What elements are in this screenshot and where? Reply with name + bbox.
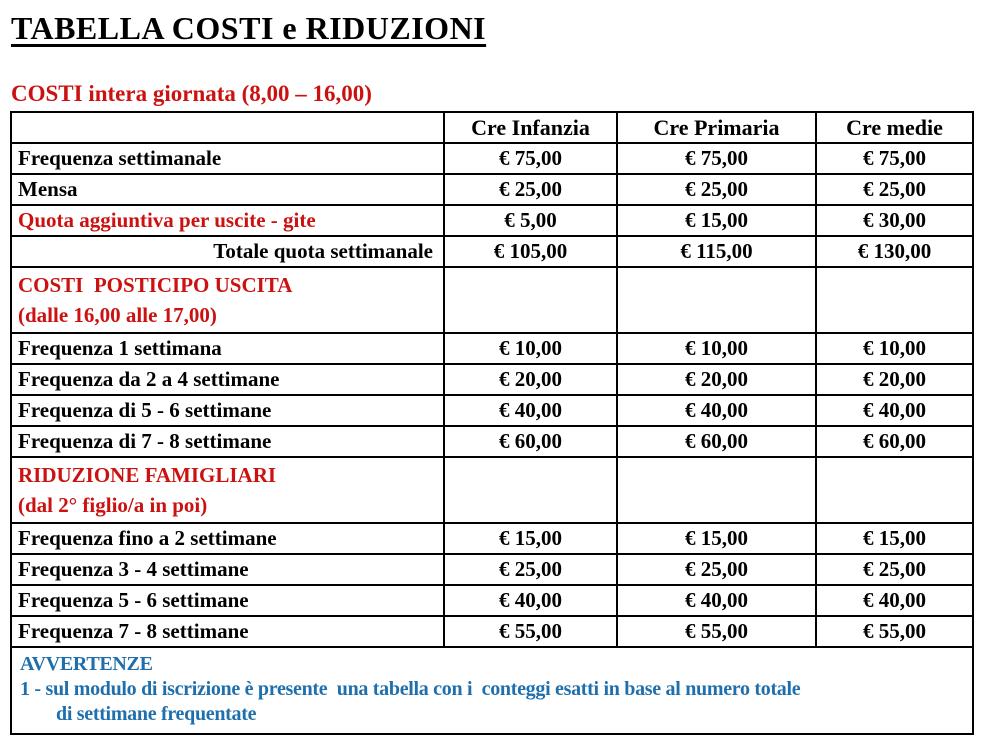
- price-cell: € 40,00: [816, 585, 973, 616]
- price-cell: € 15,00: [444, 523, 617, 554]
- row-label: Frequenza di 7 - 8 settimane: [11, 426, 444, 457]
- table-row: [11, 333, 973, 364]
- price-cell: € 55,00: [816, 616, 973, 647]
- price-cell: € 25,00: [617, 554, 816, 585]
- price-cell: € 10,00: [617, 333, 816, 364]
- price-cell: [617, 267, 816, 333]
- price-cell: € 40,00: [816, 395, 973, 426]
- price-cell: € 5,00: [444, 205, 617, 236]
- row-label: Quota aggiuntiva per uscite - gite: [11, 205, 444, 236]
- section-label: [11, 267, 444, 333]
- price-cell: [816, 457, 973, 523]
- price-cell: € 20,00: [816, 364, 973, 395]
- row-label: Frequenza fino a 2 settimane: [11, 523, 444, 554]
- table-section-row: [11, 267, 973, 333]
- table-row: [11, 364, 973, 395]
- row-label: Mensa: [11, 174, 444, 205]
- price-cell: [444, 267, 617, 333]
- price-cell: € 25,00: [816, 174, 973, 205]
- table-row: [11, 395, 973, 426]
- avvertenze-cell: [11, 647, 973, 734]
- header-cre-infanzia: Cre Infanzia: [444, 112, 617, 143]
- section-label: [11, 457, 444, 523]
- row-label: Frequenza di 5 - 6 settimane: [11, 395, 444, 426]
- price-cell: € 25,00: [816, 554, 973, 585]
- table-body: [11, 143, 973, 647]
- section-subtitle-line: (dalle 16,00 alle 17,00): [18, 303, 217, 327]
- table-row: [11, 205, 973, 236]
- table-section-row: [11, 457, 973, 523]
- price-cell: € 40,00: [617, 395, 816, 426]
- price-cell: € 20,00: [617, 364, 816, 395]
- row-label: Frequenza 1 settimana: [11, 333, 444, 364]
- price-cell: € 105,00: [444, 236, 617, 267]
- row-label: Frequenza 5 - 6 settimane: [11, 585, 444, 616]
- costs-table: [10, 111, 974, 735]
- price-cell: € 10,00: [444, 333, 617, 364]
- price-cell: € 15,00: [816, 523, 973, 554]
- price-cell: [444, 457, 617, 523]
- price-cell: € 25,00: [444, 174, 617, 205]
- header-cre-medie: Cre medie: [816, 112, 973, 143]
- row-label: Frequenza 3 - 4 settimane: [11, 554, 444, 585]
- price-cell: € 25,00: [617, 174, 816, 205]
- price-cell: € 75,00: [444, 143, 617, 174]
- price-cell: € 30,00: [816, 205, 973, 236]
- price-cell: € 10,00: [816, 333, 973, 364]
- avvertenze-row: [11, 647, 973, 734]
- table-row: [11, 585, 973, 616]
- price-cell: € 55,00: [617, 616, 816, 647]
- row-label: Totale quota settimanale: [11, 236, 444, 267]
- price-cell: € 40,00: [444, 395, 617, 426]
- section-heading-costi-intera-giornata: COSTI intera giornata (8,00 – 16,00): [11, 81, 372, 106]
- section-subtitle-line: (dal 2° figlio/a in poi): [18, 493, 208, 517]
- avvertenze-heading: AVVERTENZE: [20, 653, 153, 675]
- price-cell: € 60,00: [816, 426, 973, 457]
- section-title-line: RIDUZIONE FAMIGLIARI: [18, 463, 277, 487]
- price-cell: € 60,00: [617, 426, 816, 457]
- table-row: [11, 236, 973, 267]
- avvertenze-note-1-continued: di settimane frequentate: [56, 703, 257, 725]
- price-cell: € 40,00: [444, 585, 617, 616]
- table-row: [11, 426, 973, 457]
- table-row: [11, 523, 973, 554]
- price-cell: € 40,00: [617, 585, 816, 616]
- price-cell: € 130,00: [816, 236, 973, 267]
- row-label: Frequenza da 2 a 4 settimane: [11, 364, 444, 395]
- header-cre-primaria: Cre Primaria: [617, 112, 816, 143]
- header-empty-cell: [11, 112, 444, 143]
- page-title: TABELLA COSTI e RIDUZIONI: [11, 10, 487, 46]
- row-label: Frequenza settimanale: [11, 143, 444, 174]
- price-cell: [617, 457, 816, 523]
- price-cell: € 115,00: [617, 236, 816, 267]
- price-cell: [816, 267, 973, 333]
- price-cell: € 15,00: [617, 205, 816, 236]
- price-cell: € 55,00: [444, 616, 617, 647]
- price-cell: € 25,00: [444, 554, 617, 585]
- table-row: [11, 616, 973, 647]
- price-cell: € 15,00: [617, 523, 816, 554]
- price-cell: € 75,00: [617, 143, 816, 174]
- table-row: [11, 174, 973, 205]
- table-row: [11, 143, 973, 174]
- table-header-row: [11, 112, 973, 143]
- avvertenze-note-1: 1 - sul modulo di iscrizione è presente una tabella con i conteggi esatti in base al numero totale: [20, 678, 801, 700]
- price-cell: € 60,00: [444, 426, 617, 457]
- section-title-line: COSTI POSTICIPO USCITA: [18, 273, 293, 297]
- price-cell: € 75,00: [816, 143, 973, 174]
- row-label: Frequenza 7 - 8 settimane: [11, 616, 444, 647]
- price-cell: € 20,00: [444, 364, 617, 395]
- table-row: [11, 554, 973, 585]
